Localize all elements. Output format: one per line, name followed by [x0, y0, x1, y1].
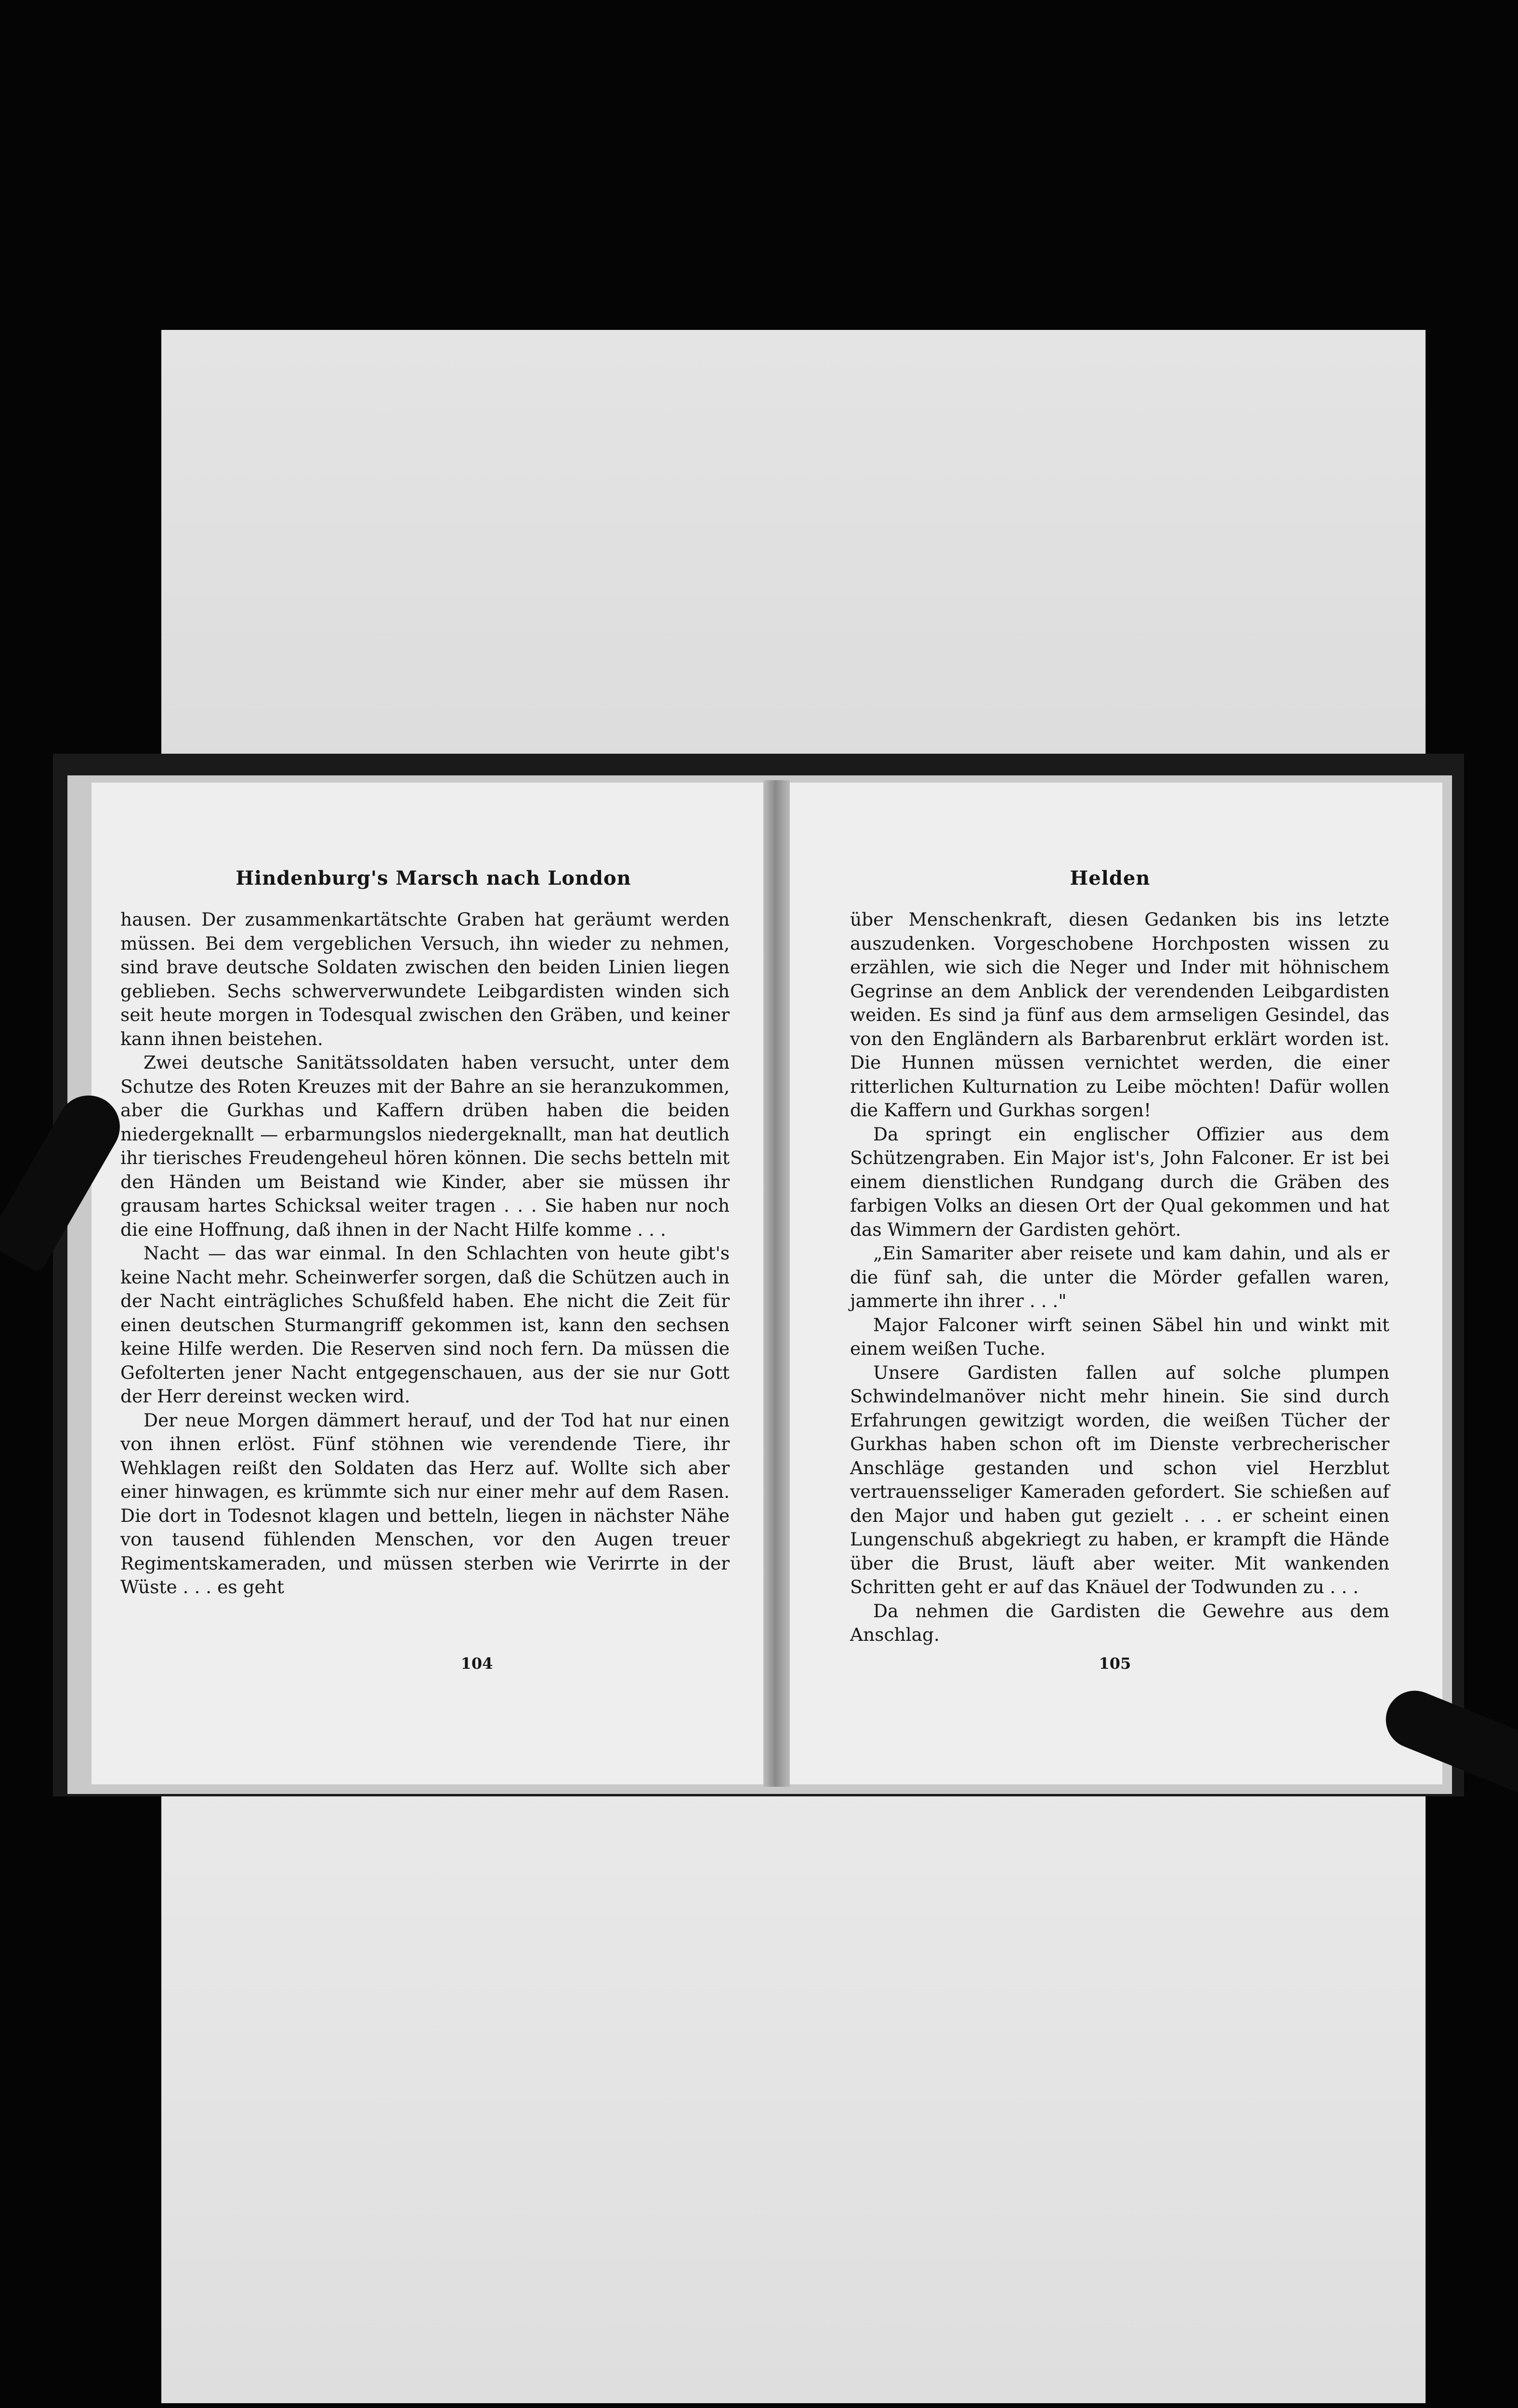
right-paragraph-2: Da springt ein englischer Offizier aus dem Schützengraben. Ein Major ist's, John Falconer. Er ist bei einem dienstlichen Rundgang durch die Gräben des farbigen Volks an diesen Ort der Qual gekommen und hat das Wimmern der Gardisten gehört.: [850, 1123, 1389, 1240]
right-paragraph-5: Unsere Gardisten fallen auf solche plumpen Schwindelmanöver nicht mehr hinein. Sie sind durch Erfahrungen gewitzigt worden, die weißen Tücher der Gurkhas haben schon oft im Dienste verbrecherischer Anschläge gestanden und schon viel Herzblut vertrauensseliger Kameraden gefordert. Sie schießen auf den Major und haben gut gezielt . . . er scheint einen Lungenschuß abgekriegt zu haben, er krampft die Hände über die Brust, läuft aber weiter. Mit wankenden Schritten geht er auf das Knäuel der Todwunden zu . . .: [850, 1361, 1389, 1597]
left-running-head: Hindenburg's Marsch nach London: [236, 867, 631, 890]
left-page: [92, 783, 775, 1784]
right-paragraph-4: Major Falconer wirft seinen Säbel hin und winkt mit einem weißen Tuche.: [850, 1314, 1389, 1359]
right-page-number: 105: [1099, 1654, 1131, 1673]
left-paragraph-1: hausen. Der zusammenkartätschte Graben hat geräumt werden müssen. Bei dem vergeblichen Versuch, ihn wieder zu nehmen, sind brave deutsche Soldaten zwischen den beiden Linien liegen geblieben. Sechs schwerverwundete Leibgardisten winden sich seit heute morgen in Todesqual zwischen den Gräben, und keiner kann ihnen beistehen.: [120, 909, 730, 1049]
right-paragraph-1: über Menschenkraft, diesen Gedanken bis ins letzte auszudenken. Vorgeschobene Horchposten wissen zu erzählen, wie sich die Neger und Inder mit höhnischem Gegrinse an dem Anblick der verendenden Leibgardisten weiden. Es sind ja fünf aus dem armseligen Gesindel, das von den Engländern als Barbarenbrut erklärt worden ist. Die Hunnen müssen vernichtet werden, die einer ritterlichen Kulturnation zu Leibe möchten! Dafür wollen die Kaffern und Gurkhas sorgen!: [850, 909, 1389, 1121]
left-page-text: [120, 908, 730, 1599]
book-gutter: [763, 780, 790, 1787]
right-paragraph-6: Da nehmen die Gardisten die Gewehre aus dem Anschlag.: [850, 1600, 1389, 1645]
left-paragraph-3: Nacht — das war einmal. In den Schlachten von heute gibt's keine Nacht mehr. Scheinwerfer sorgen, daß die Schützen auch in der Nacht einträgliches Schußfeld haben. Ehe nicht die Zeit für einen deutschen Sturmangriff gekommen ist, kann den sechsen keine Hilfe werden. Die Reserven sind noch fern. Da müssen die Gefolterten jener Nacht entgegenschauen, aus der sie nur Gott der Herr dereinst wecken wird.: [120, 1243, 730, 1407]
right-running-head: Helden: [1070, 867, 1151, 890]
right-page-text: [850, 908, 1389, 1647]
left-paragraph-4: Der neue Morgen dämmert herauf, und der Tod hat nur einen von ihnen erlöst. Fünf stöhnen wie verendende Tiere, ihr Wehklagen reißt den Soldaten das Herz auf. Wollte sich aber einer hinwagen, es krümmte sich nur einer mehr auf dem Rasen. Die dort in Todesnot klagen und betteln, liegen in nächster Nähe von tausend fühlenden Menschen, vor den Augen treuer Regimentskameraden, und müssen sterben wie Verirrte in der Wüste . . . es geht: [120, 1409, 730, 1597]
left-paragraph-2: Zwei deutsche Sanitätssoldaten haben versucht, unter dem Schutze des Roten Kreuzes mit der Bahre an sie heranzukommen, aber die Gurkhas und Kaffern drüben haben die beiden niedergeknallt — erbarmungslos niedergeknallt, man hat deutlich ihr tierisches Freudengeheul hören können. Die sechs betteln mit den Händen um Beistand wie Kinder, aber sie müssen ihr grausam hartes Schicksal weiter tragen . . . Sie haben nur noch die eine Hoffnung, daß ihnen in der Nacht Hilfe komme . . .: [120, 1052, 730, 1240]
left-page-number: 104: [460, 1654, 493, 1673]
right-paragraph-3: „Ein Samariter aber reisete und kam dahin, und als er die fünf sah, die unter die Mörder gefallen waren, jammerte ihn ihrer . . .": [850, 1243, 1389, 1311]
right-page: [778, 783, 1442, 1784]
